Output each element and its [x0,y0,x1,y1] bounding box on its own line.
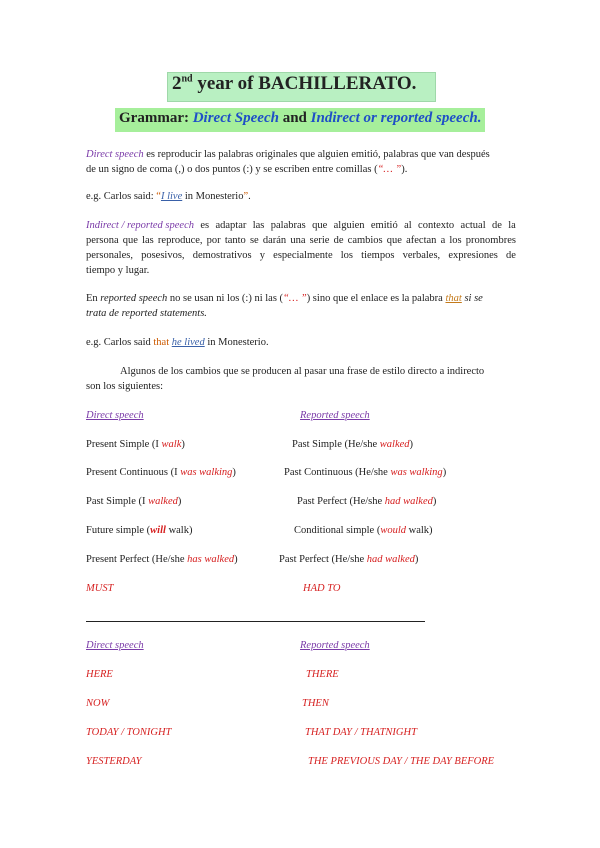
paragraph-word: tiempos [361,250,395,261]
paragraph-word: verbales, [402,250,441,261]
tense-row-right: Past Perfect (He/she had walked) [279,554,419,565]
paragraph-word: se [249,235,259,246]
paragraph-word: expresiones [448,250,498,261]
paragraph-word: adaptar [215,220,247,231]
paragraph-word: contexto [418,220,455,231]
paragraph-word: serie [309,235,330,246]
adverb-right: THAT DAY / THATNIGHT [305,727,417,738]
tense-row-right: Past Continuous (He/she was walking) [284,467,447,478]
paragraph-word: de [506,250,516,261]
grammar-heading: Grammar: Direct Speech and Indirect or reported speech. [119,110,482,126]
adverb-left: YESTERDAY [86,756,142,767]
paragraph-word: pronombres [465,235,516,246]
paragraph-word: personales, [86,250,133,261]
paragraph-word: persona [86,235,119,246]
paragraph-word: de [491,220,502,231]
paragraph-word: una [290,235,306,246]
reported-speech-definition: Indirect / reported speech es adaptar las palabras que alguien emitió al contexto actual de la persona que las reproduce, por tanto se darán una serie de cambios que afectan a los pronombres personales, posesivos, demostrativos y especialmente los tiempos verbales, expresiones de tiempo y lugar. [86,220,516,276]
paragraph-word: cambios [347,235,383,246]
paragraph-word: alguien [333,220,365,231]
changes-intro: Algunos de los cambios que se producen al pasar una frase de estilo directo a indirecto son los siguientes: [86,366,485,392]
adverb-left: NOW [86,698,110,709]
adverb-left: TODAY / TONIGHT [86,727,172,738]
paragraph-word: por [206,235,221,246]
tense-row-left: Present Continuous (I was walking) [86,467,236,478]
paragraph-word: darán [262,235,287,246]
tense-row-left: Past Simple (I walked) [86,496,182,507]
paragraph-word: demostrativos [192,250,252,261]
paragraph-word: actual [460,220,486,231]
paragraph-word: que [386,235,402,246]
modal-right: HAD TO [303,583,341,594]
paragraph-word: la [508,220,516,231]
tense-row-right: Past Simple (He/she walked) [292,439,414,450]
paragraph-word: los [340,250,354,261]
reported-speech-header: Reported speech [300,640,370,651]
paragraph-word: las [142,235,154,246]
example-direct: e.g. Carlos said: “I live in Monesterio”. [86,191,251,202]
paragraph-word: que [122,235,138,246]
paragraph-word: los [449,235,462,246]
direct-speech-header: Direct speech [86,640,144,651]
tense-row-right: Past Perfect (He/she had walked) [297,496,437,507]
direct-speech-header: Direct speech [86,410,144,421]
divider [86,621,425,622]
adverb-left: HERE [86,669,113,680]
tense-row-right: Conditional simple (would walk) [294,525,433,536]
paragraph-word: tanto [224,235,246,246]
paragraph-word: especialmente [273,250,333,261]
adverb-right: THEN [302,698,329,709]
paragraph-word: y [259,250,266,261]
paragraph-word: al [404,220,412,231]
adverb-right: THE PREVIOUS DAY / THE DAY BEFORE [308,756,495,767]
modal-left: MUST [86,583,114,594]
paragraph-word: de [333,235,344,246]
adverb-right: THERE [306,669,339,680]
reported-speech-link-note: En reported speech no se usan ni los (:) ni las (“… ”) sino que el enlace es la palabra that si se trata de reported statements. [86,293,483,319]
paragraph-word: palabras [270,220,306,231]
paragraph-word: reproduce, [157,235,203,246]
reported-speech-header: Reported speech [300,410,370,421]
direct-speech-definition: Direct speech es reproducir las palabras originales que alguien emitió, palabras que van después de un signo de coma (,) o dos puntos (:) y se escriben entre comillas (“… ”). [86,149,490,175]
paragraph-word: emitió [370,220,398,231]
example-reported: e.g. Carlos said that he lived in Monesterio. [86,337,269,348]
paragraph-word: que [312,220,328,231]
paragraph-word: a [440,235,446,246]
tense-row-left: Present Perfect (He/she has walked) [86,554,238,565]
tense-row-left: Future simple (will walk) [86,525,193,536]
paragraph-word: las [252,220,265,231]
paragraph-word: es [200,220,210,231]
paragraph-word: afectan [406,235,437,246]
tense-row-left: Present Simple (I walk) [86,439,185,450]
paragraph-word: posesivos, [141,250,185,261]
page-title: 2nd year of BACHILLERATO. [172,73,417,94]
